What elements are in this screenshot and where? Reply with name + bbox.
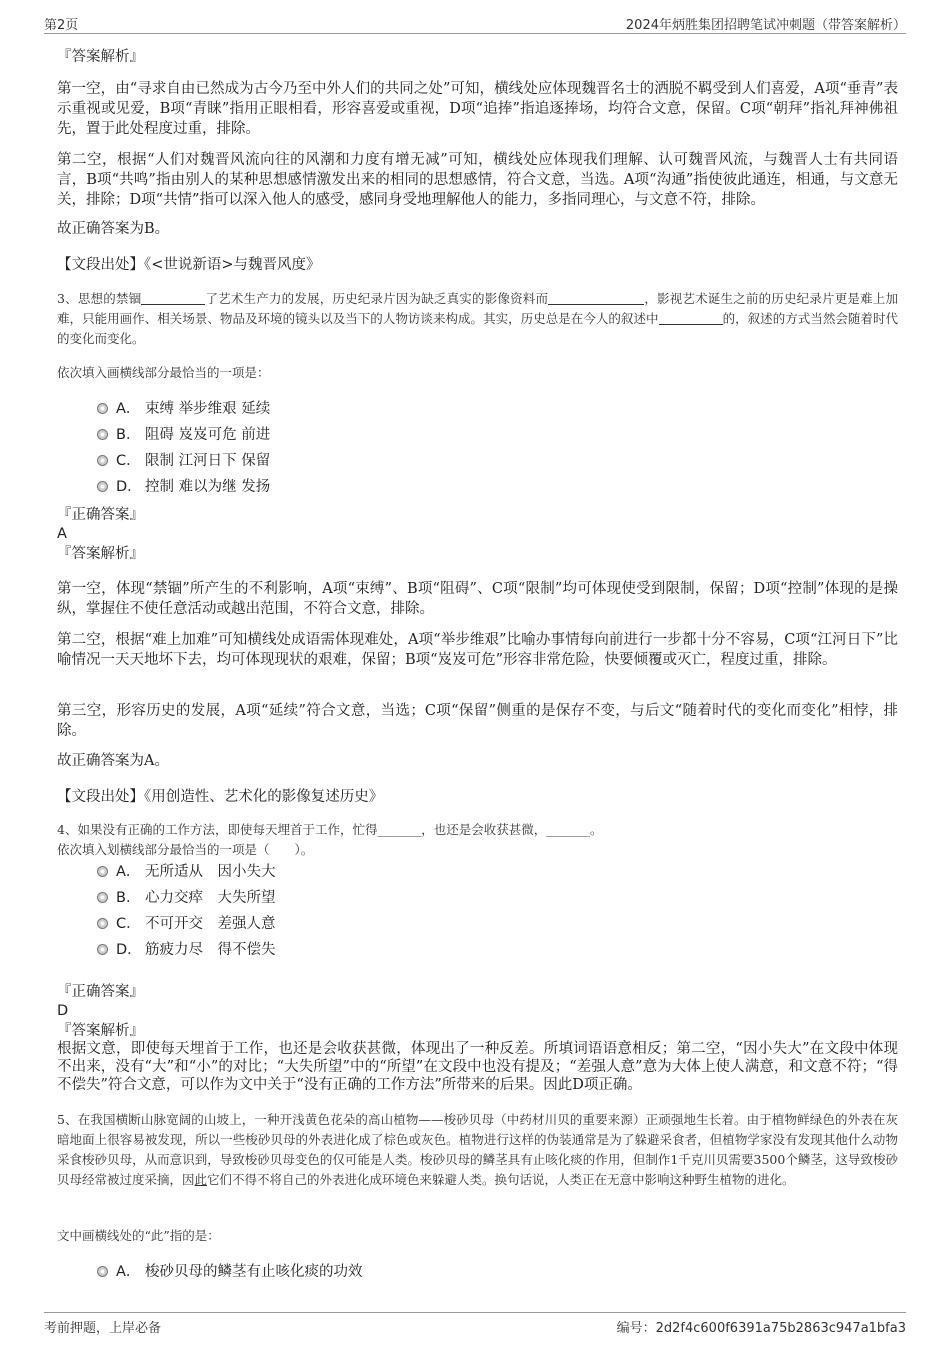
footer-slogan: 考前押题，上岸必备: [44, 1321, 162, 1336]
blank-1: [141, 292, 205, 305]
radio-icon[interactable]: [97, 866, 108, 877]
q4-instruction: 依次填入划横线部分最恰当的一项是（ ）。: [57, 842, 314, 857]
q3-explain-label: 『答案解析』: [57, 546, 144, 562]
q3-answer: A: [57, 526, 67, 542]
radio-icon[interactable]: [97, 1266, 108, 1277]
q4-answer: D: [57, 1003, 69, 1019]
q3-explain-conclusion: 故正确答案为A。: [57, 753, 169, 769]
q5-instruction: 文中画横线处的“此”指的是：: [57, 1228, 220, 1243]
q3-option-c[interactable]: C． 限制 江河日下 保留: [97, 451, 270, 471]
q5-option-a[interactable]: A． 梭砂贝母的鳞茎有止咳化痰的功效: [97, 1262, 363, 1282]
q3-instruction: 依次填入画横线部分最恰当的一项是：: [57, 365, 270, 380]
q2-explain-conclusion: 故正确答案为B。: [57, 221, 170, 237]
q3-explain-p2: 第二空，根据“难上加难”可知横线处成语需体现难处，A项“举步维艰”比喻办事情每向前进行一步都十分不容易，C项“江河日下”比喻情况一天天地坏下去，均可体现现状的艰难，保留；B项“岌岌可危”形容非常危险，快要倾覆或灭亡，程度过重，排除。: [57, 632, 898, 668]
q3-source: 【文段出处】《用创造性、艺术化的影像复述历史》: [57, 789, 384, 805]
q2-source: 【文段出处】《<世说新语>与魏晋风度》: [57, 257, 321, 273]
radio-icon[interactable]: [97, 944, 108, 955]
q3-option-b[interactable]: B． 阻碍 岌岌可危 前进: [97, 425, 270, 445]
q3-option-d[interactable]: D． 控制 难以为继 发扬: [97, 477, 270, 497]
blank-3: [659, 312, 723, 325]
q3-stem: 3、思想的禁锢 了艺术生产力的发展，历史纪录片因为缺乏真实的影像资料而 ，影视艺术诞生之前的历史纪录片更是难上加难，只能用画作、相关场景、物品及环境的镜头以及当下的人物访谈来构成。其实，历史总是在今人的叙述中 的，叙述的方式当然会随着时代的变化而变化。: [57, 291, 898, 346]
q4-option-a[interactable]: A． 无所适从 因小失大: [97, 862, 276, 882]
q4-answer-label: 『正确答案』: [57, 984, 144, 1000]
radio-icon[interactable]: [97, 455, 108, 466]
blank-2: [548, 292, 644, 305]
q3-explain-p3: 第三空，形容历史的发展，A项“延续”符合文意，当选；C项“保留”侧重的是保存不变，与后文“随着时代的变化而变化”相悖，排除。: [57, 703, 898, 739]
q4-option-b[interactable]: B． 心力交瘁 大失所望: [97, 888, 276, 908]
q5-stem: 5、在我国横断山脉宽阔的山坡上，一种开浅黄色花朵的高山植物——梭砂贝母（中药材川贝的重要来源）正顽强地生长着。由于植物鲜绿色的外表在灰暗地面上很容易被发现，所以一些梭砂贝母的外表进化成了棕色或灰色。植物进行这样的伪装通常是为了躲避采食者，但植物学家没有发现其他什么动物采食梭砂贝母，从而意识到，导致梭砂贝母变色的仅可能是人类。梭砂贝母的鳞茎具有止咳化痰的作用，但制作1千克川贝需要3500个鳞茎，这导致梭砂贝母经常被过度采摘，因此它们不得不将自己的外表进化成环境色来躲避人类。换句话说，人类正在无意中影响这种野生植物的进化。: [57, 1112, 898, 1187]
q2-explain-label: 『答案解析』: [57, 49, 144, 65]
underlined-word: 此: [194, 1172, 208, 1187]
page-number: 第2页: [44, 18, 79, 33]
radio-icon[interactable]: [97, 892, 108, 903]
radio-icon[interactable]: [97, 481, 108, 492]
q2-explain-p2: 第二空，根据“人们对魏晋风流向往的风潮和力度有增无减”可知，横线处应体现我们理解、认可魏晋风流，与魏晋人士有共同语言，B项“共鸣”指由别人的某种思想感情激发出来的相同的思想感情，符合文意，当选。A项“沟通”指使彼此通连，相通，与文意无关，排除；D项“共情”指可以深入他人的感受，感同身受地理解他人的能力，多指同理心，与文意不符，排除。: [57, 152, 898, 208]
q3-answer-label: 『正确答案』: [57, 507, 144, 523]
radio-icon[interactable]: [97, 918, 108, 929]
q4-explain-label: 『答案解析』: [57, 1023, 144, 1039]
radio-icon[interactable]: [97, 403, 108, 414]
document-id: 编号：2d2f4c600f6391a75b2863c947a1bfa3: [616, 1321, 906, 1336]
q2-explain-p1: 第一空，由“寻求自由已然成为古今乃至中外人们的共同之处”可知，横线处应体现魏晋名士的洒脱不羁受到人们喜爱，A项“垂青”表示重视或见爱，B项“青睐”指用正眼相看，形容喜爱或重视，D项“追捧”指追逐捧场，均符合文意，保留。C项“朝拜”指礼拜神佛祖先，置于此处程度过重，排除。: [57, 81, 898, 137]
page-header: [44, 12, 906, 34]
document-title: 2024年炳胜集团招聘笔试冲刺题（带答案解析）: [625, 18, 906, 33]
radio-icon[interactable]: [97, 429, 108, 440]
q4-explain: 根据文意，即使每天埋首于工作，也还是会收获甚微，体现出了一种反差。所填词语语意相反；第二空，“因小失大”在文段中体现不出来，没有“大”和“小”的对比；“大失所望”中的“所望”在文段中也没有提及；“差强人意”意为大体上使人满意，和文意不符；“得不偿失”符合文意，可以作为文中关于“没有正确的工作方法”所带来的后果。因此D项正确。: [57, 1041, 898, 1093]
q3-option-a[interactable]: A． 束缚 举步维艰 延续: [97, 399, 270, 419]
page-footer: [44, 1312, 906, 1336]
q4-option-c[interactable]: C． 不可开交 差强人意: [97, 914, 276, 934]
q4-option-d[interactable]: D． 筋疲力尽 得不偿失: [97, 940, 276, 960]
q4-stem: 4、如果没有正确的工作方法，即使每天埋首于工作，忙得_______，也还是会收获甚微，_______。: [57, 822, 603, 837]
q3-explain-p1: 第一空，体现“禁锢”所产生的不利影响，A项“束缚”、B项“阻碍”、C项“限制”均可体现使受到限制，保留；D项“控制”体现的是操纵，掌握住不使任意活动或越出范围，不符合文意，排除。: [57, 581, 898, 617]
